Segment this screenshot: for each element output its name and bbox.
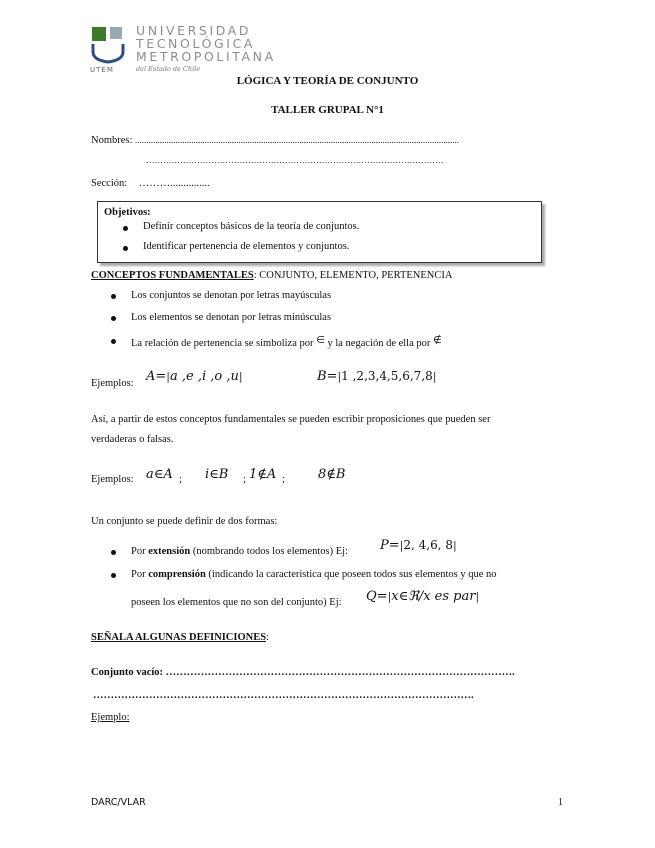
- logo-line3: METROPOLITANA: [136, 49, 276, 64]
- set-a-lhs: A=: [146, 369, 167, 384]
- extension-line: [131, 546, 348, 557]
- set-b-lhs: B=: [317, 369, 338, 384]
- comprension-line2: poseen los elementos que no son del conjunto) Ej:: [131, 597, 342, 608]
- conjunto-vacio-dots-line2[interactable]: ……………………………………………………………………………………………….: [93, 690, 474, 701]
- paragraph-line1: Así, a partir de estos conceptos fundamentales se pueden escribir proposiciones que pueden ser: [91, 414, 491, 425]
- logo-tagline: del Estado de Chile: [136, 65, 201, 73]
- set-b-expression: [317, 369, 436, 384]
- nombres-label: Nombres:: [91, 135, 133, 146]
- conceptos-heading-suffix: : CONJUNTO, ELEMENTO, PERTENENCIA: [253, 270, 453, 281]
- set-a-expression: [146, 369, 243, 384]
- logo-acronym: UTEM: [90, 66, 114, 74]
- ejemplo-separator: ;: [179, 474, 182, 485]
- definir-intro: Un conjunto se puede definir de dos formas:: [91, 516, 278, 527]
- set-a-elements: a ,e ,i ,o ,u: [170, 369, 239, 384]
- objetivos-heading: Objetivos:: [104, 207, 151, 218]
- set-p-lhs: P=: [380, 538, 400, 553]
- utem-shield-icon: [90, 24, 126, 64]
- comprension-rest: (indicando la característica que poseen todos sus elementos y que no: [208, 569, 497, 580]
- objetivos-box: [97, 201, 542, 263]
- set-p-elements: 2, 4,6, 8: [403, 538, 453, 552]
- nombres-dots-line2[interactable]: ……………………………………………………………………………………………: [146, 155, 444, 165]
- open-brace-icon: |: [166, 370, 170, 383]
- ejemplo-prop: 8∉B: [318, 467, 346, 482]
- bullet-icon: [111, 573, 116, 578]
- ejemplo-label: Ejemplo:: [91, 712, 130, 723]
- senala-heading-row: [91, 632, 269, 643]
- open-brace-icon: |: [399, 539, 404, 552]
- seccion-row: [91, 178, 210, 189]
- footer-page-number: 1: [558, 797, 563, 808]
- ejemplos2-label: Ejemplos:: [91, 474, 134, 485]
- conjunto-vacio-label: Conjunto vacío:: [91, 667, 164, 678]
- bullet-icon: [111, 339, 116, 344]
- senala-heading: SEÑALA ALGUNAS DEFINICIONES: [91, 632, 267, 643]
- bullet-icon: [111, 316, 116, 321]
- open-brace-icon: |: [337, 370, 342, 383]
- set-q-body: x∈ℜ/x es par: [391, 589, 476, 604]
- close-brace-icon: |: [452, 539, 457, 552]
- conceptos-item: Los elementos se denotan por letras minúsculas: [131, 312, 332, 323]
- set-p-expression: [380, 538, 457, 553]
- nombres-dots[interactable]: ................................................................................................................................................: [135, 135, 460, 145]
- ejemplo-prop: a∈A: [146, 467, 173, 482]
- bullet-icon: [123, 226, 128, 231]
- extension-prefix: Por: [131, 546, 146, 557]
- conceptos-heading: CONCEPTOS FUNDAMENTALES: [91, 270, 254, 281]
- ejemplo-separator: ;: [243, 474, 246, 485]
- comprension-bold: comprensión: [148, 569, 206, 580]
- logo-line2: TECNOLÓGICA: [136, 36, 256, 51]
- conceptos-heading-row: [91, 270, 452, 281]
- extension-bold: extensión: [148, 546, 191, 557]
- open-brace-icon: |: [387, 590, 392, 603]
- seccion-dots[interactable]: ………...............: [138, 178, 210, 189]
- footer-left: DARC/VLAR: [91, 797, 146, 808]
- document-title: LÓGICA Y TEORÍA DE CONJUNTO: [236, 75, 419, 87]
- comprension-line: [131, 569, 496, 580]
- pertenencia-text: La relación de pertenencia se simboliza por: [131, 338, 314, 349]
- close-brace-icon: |: [238, 370, 243, 383]
- objetivos-item: Definir conceptos básicos de la teoría de conjuntos.: [143, 221, 360, 232]
- set-q-lhs: Q=: [366, 589, 388, 604]
- ejemplo-separator: ;: [282, 474, 285, 485]
- negacion-text: y la negación de ella por: [327, 338, 431, 349]
- nombres-row: [91, 135, 551, 146]
- conjunto-vacio-row: [91, 667, 571, 678]
- conjunto-vacio-dots[interactable]: ……………………………………………………………………………………….: [165, 667, 515, 678]
- ejemplo-prop: i∈B: [205, 467, 229, 482]
- bullet-icon: [123, 246, 128, 251]
- negacion-symbol: ∉: [433, 335, 442, 346]
- document-subtitle: TALLER GRUPAL N°1: [271, 104, 384, 116]
- senala-colon: :: [266, 632, 269, 643]
- ejemplos-label: Ejemplos:: [91, 378, 134, 389]
- ejemplo-prop: 1∉A: [249, 467, 277, 482]
- extension-rest: (nombrando todos los elementos) Ej:: [192, 546, 348, 557]
- conceptos-item-pertenencia: [131, 335, 442, 349]
- set-b-elements: 1 ,2,3,4,5,6,7,8: [341, 369, 433, 383]
- conceptos-item: Los conjuntos se denotan por letras mayúsculas: [131, 290, 332, 301]
- pertenencia-symbol: ∈: [316, 335, 325, 346]
- logo-line1: UNIVERSIDAD: [136, 23, 252, 38]
- bullet-icon: [111, 294, 116, 299]
- close-brace-icon: |: [475, 590, 480, 603]
- set-q-expression: [366, 589, 479, 604]
- seccion-label: Sección:: [91, 178, 128, 189]
- paragraph-line2: verdaderas o falsas.: [91, 434, 174, 445]
- comprension-prefix: Por: [131, 569, 146, 580]
- bullet-icon: [111, 550, 116, 555]
- close-brace-icon: |: [432, 370, 437, 383]
- objetivos-item: Identificar pertenencia de elementos y conjuntos.: [143, 241, 350, 252]
- utem-logo: [90, 24, 305, 79]
